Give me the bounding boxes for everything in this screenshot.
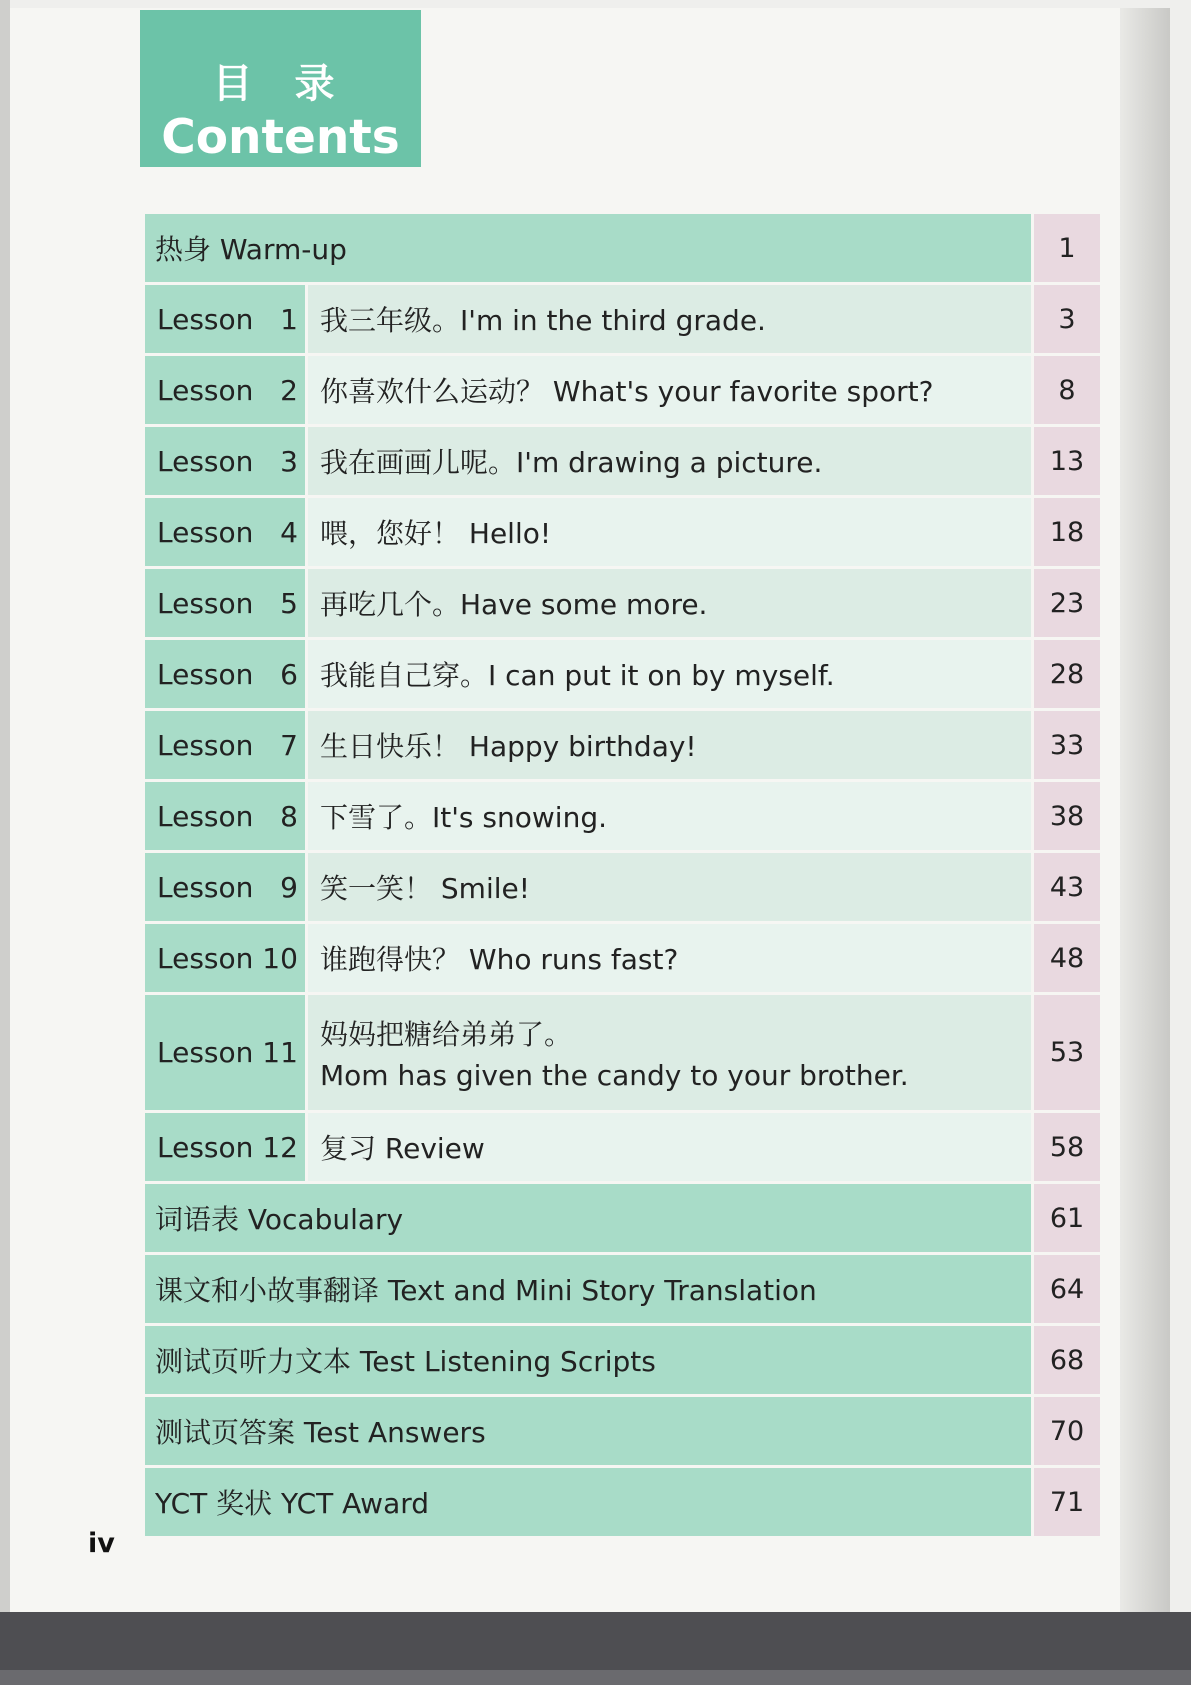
toc-row (145, 214, 1100, 282)
toc-row (145, 569, 1100, 637)
toc-row (145, 1326, 1100, 1394)
lesson-title-line: 我在画画儿呢。I'm drawing a picture. (320, 446, 823, 479)
lesson-title-line: 我能自己穿。I can put it on by myself. (320, 659, 835, 692)
lesson-title (308, 640, 1031, 708)
contents-title-box (140, 10, 421, 167)
lesson-label: Lesson 9 (145, 853, 305, 921)
lesson-title-line: 笑一笑！ Smile! (320, 872, 530, 905)
lesson-title (308, 569, 1031, 637)
toc-page-number: 33 (1034, 711, 1100, 779)
toc-page-number: 64 (1034, 1255, 1100, 1323)
toc-row (145, 427, 1100, 495)
toc-page-number: 48 (1034, 924, 1100, 992)
lesson-label: Lesson 6 (145, 640, 305, 708)
lesson-title (308, 356, 1031, 424)
toc-page-number: 71 (1034, 1468, 1100, 1536)
page-edge-left (0, 0, 10, 1685)
toc-row (145, 995, 1100, 1110)
toc-page-number: 1 (1034, 214, 1100, 282)
lesson-label: Lesson 5 (145, 569, 305, 637)
lesson-title-line: 谁跑得快？ Who runs fast? (320, 943, 679, 976)
toc-row (145, 285, 1100, 353)
toc-row (145, 1397, 1100, 1465)
lesson-title (308, 1113, 1031, 1181)
lesson-title-line: 我三年级。I'm in the third grade. (320, 304, 766, 337)
toc-page-number: 18 (1034, 498, 1100, 566)
toc-page-number: 68 (1034, 1326, 1100, 1394)
toc-row (145, 853, 1100, 921)
toc-entry-title: 课文和小故事翻译 Text and Mini Story Translation (145, 1255, 1031, 1323)
toc-page-number: 61 (1034, 1184, 1100, 1252)
page-spine-shadow (1120, 8, 1170, 1613)
toc-row (145, 924, 1100, 992)
lesson-label: Lesson 2 (145, 356, 305, 424)
lesson-title (308, 427, 1031, 495)
toc-row (145, 1468, 1100, 1536)
lesson-title-line: 喂，您好！ Hello! (320, 517, 552, 550)
lesson-label: Lesson 3 (145, 427, 305, 495)
lesson-title-line: 妈妈把糖给弟弟了。 (320, 1018, 573, 1051)
lesson-title-line: 生日快乐！ Happy birthday! (320, 730, 697, 763)
toc-page-number: 23 (1034, 569, 1100, 637)
lesson-label: Lesson 8 (145, 782, 305, 850)
lesson-label: Lesson 7 (145, 711, 305, 779)
toc-page-number: 43 (1034, 853, 1100, 921)
toc-page-number: 28 (1034, 640, 1100, 708)
toc-entry-title: 测试页答案 Test Answers (145, 1397, 1031, 1465)
table-of-contents (145, 214, 1100, 1539)
scanner-bottom-edge (0, 1670, 1191, 1685)
toc-page-number: 8 (1034, 356, 1100, 424)
toc-row (145, 640, 1100, 708)
toc-row (145, 498, 1100, 566)
toc-page-number: 58 (1034, 1113, 1100, 1181)
toc-entry-title: 词语表 Vocabulary (145, 1184, 1031, 1252)
toc-page-number: 3 (1034, 285, 1100, 353)
lesson-label: Lesson 1 (145, 285, 305, 353)
toc-row (145, 1184, 1100, 1252)
lesson-title (308, 853, 1031, 921)
toc-entry-title: 热身 Warm-up (145, 214, 1031, 282)
toc-row (145, 782, 1100, 850)
lesson-title-line: 复习 Review (320, 1132, 485, 1165)
lesson-label: Lesson 12 (145, 1113, 305, 1181)
toc-page-number: 53 (1034, 995, 1100, 1110)
toc-entry-title: YCT 奖状 YCT Award (145, 1468, 1031, 1536)
lesson-label: Lesson 10 (145, 924, 305, 992)
contents-title-english: Contents (161, 110, 400, 165)
lesson-title-line: 下雪了。It's snowing. (320, 801, 607, 834)
toc-page-number: 38 (1034, 782, 1100, 850)
lesson-label: Lesson 4 (145, 498, 305, 566)
lesson-title (308, 924, 1031, 992)
page-number: iv (88, 1528, 115, 1559)
lesson-title-line: 你喜欢什么运动？ What's your favorite sport? (320, 375, 934, 408)
toc-row (145, 1113, 1100, 1181)
toc-entry-title: 测试页听力文本 Test Listening Scripts (145, 1326, 1031, 1394)
lesson-title (308, 782, 1031, 850)
lesson-title-line: 再吃几个。Have some more. (320, 588, 708, 621)
lesson-title (308, 995, 1031, 1110)
lesson-title-line-2: Mom has given the candy to your brother. (320, 1059, 909, 1092)
lesson-label: Lesson 11 (145, 995, 305, 1110)
toc-page-number: 13 (1034, 427, 1100, 495)
lesson-title (308, 711, 1031, 779)
toc-row (145, 1255, 1100, 1323)
toc-row (145, 356, 1100, 424)
lesson-title (308, 498, 1031, 566)
lesson-title (308, 285, 1031, 353)
toc-page-number: 70 (1034, 1397, 1100, 1465)
contents-title-chinese: 目 录 (212, 61, 349, 107)
toc-row (145, 711, 1100, 779)
